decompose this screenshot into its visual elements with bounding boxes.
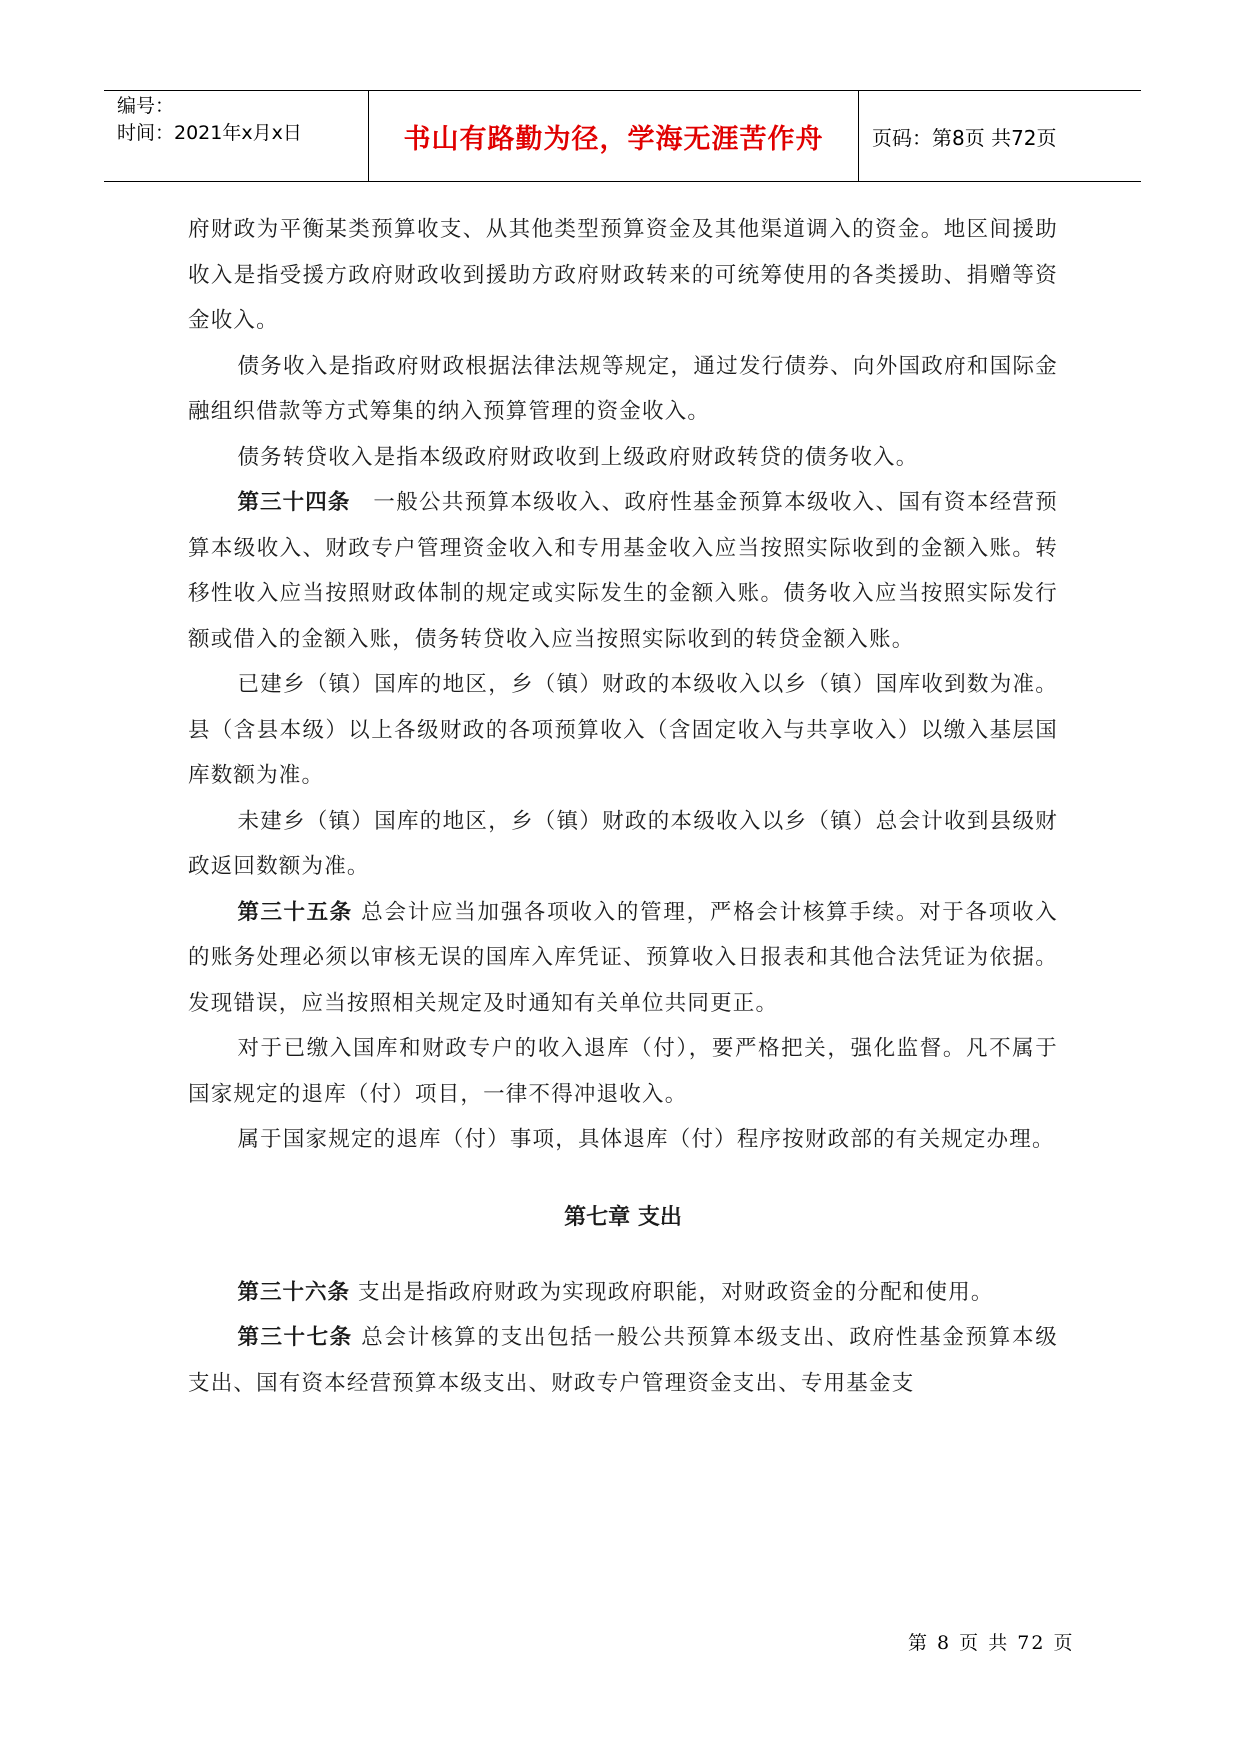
article-number: 第三十五条 — [237, 899, 353, 925]
header-motto: 书山有路勤为径，学海无涯苦作舟 — [403, 123, 824, 155]
paragraph — [188, 1026, 1058, 1117]
paragraph-text: 属于国家规定的退库（付）事项，具体退库（付）程序按财政部的有关规定办理。 — [237, 1127, 1055, 1152]
paragraph — [188, 435, 1058, 481]
document-body — [188, 207, 1058, 1406]
article-number: 第三十六条 — [237, 1279, 350, 1305]
paragraph — [188, 890, 1058, 1027]
paragraph-text: 支出是指政府财政为实现政府职能，对财政资金的分配和使用。 — [349, 1279, 994, 1305]
paragraph — [188, 344, 1058, 435]
document-number-label: 编号： — [117, 95, 175, 117]
page-header — [104, 90, 1141, 182]
header-divider-right — [858, 91, 859, 181]
paragraph-text: 债务转贷收入是指本级政府财政收到上级政府财政转贷的债务收入。 — [237, 444, 919, 470]
paragraph-text: 总会计核算的支出包括一般公共预算本级支出、政府性基金预算本级支出、国有资本经营预算本级支出、财政专户管理资金支出、专用基金支 — [188, 1325, 1058, 1396]
document-time-label: 时间：2021年x月x日 — [117, 122, 302, 144]
paragraph — [188, 662, 1058, 799]
article-number: 第三十四条 — [237, 490, 351, 515]
header-page-code: 页码：第8页 共72页 — [872, 125, 1057, 150]
paragraph — [188, 207, 1058, 344]
paragraph — [188, 1270, 1058, 1316]
paragraph-text: 府财政为平衡某类预算收支、从其他类型预算资金及其他渠道调入的资金。地区间援助收入是指受援方政府财政收到援助方政府财政转来的可统筹使用的各类援助、捐赠等资金收入。 — [188, 217, 1058, 333]
paragraph — [188, 799, 1058, 890]
paragraph-text: 已建乡（镇）国库的地区，乡（镇）财政的本级收入以乡（镇）国库收到数为准。县（含县本级）以上各级财政的各项预算收入（含固定收入与共享收入）以缴入基层国库数额为准。 — [188, 672, 1058, 788]
paragraph — [188, 480, 1058, 662]
paragraph-text: 债务收入是指政府财政根据法律法规等规定，通过发行债券、向外国政府和国际金融组织借款等方式筹集的纳入预算管理的资金收入。 — [188, 353, 1058, 424]
paragraph — [188, 1315, 1058, 1406]
paragraph-text: 对于已缴入国库和财政专户的收入退库（付），要严格把关，强化监督。凡不属于国家规定的退库（付）项目，一律不得冲退收入。 — [188, 1036, 1058, 1107]
paragraph — [188, 1117, 1058, 1163]
paragraph-text: 未建乡（镇）国库的地区，乡（镇）财政的本级收入以乡（镇）总会计收到县级财政返回数额为准。 — [188, 808, 1058, 879]
paragraph-text: 一般公共预算本级收入、政府性基金预算本级收入、国有资本经营预算本级收入、财政专户管理资金收入和专用基金收入应当按照实际收到的金额入账。转移性收入应当按照财政体制的规定或实际发生的金额入账。债务收入应当按照实际发行额或借入的金额入账，债务转贷收入应当按照实际收到的转贷金额入账。 — [188, 490, 1058, 652]
paragraph-text: 总会计应当加强各项收入的管理，严格会计核算手续。对于各项收入的账务处理必须以审核无误的国库入库凭证、预算收入日报表和其他合法凭证为依据。发现错误，应当按照相关规定及时通知有关单位共同更正。 — [188, 899, 1058, 1016]
chapter-title: 第七章 支出 — [564, 1204, 682, 1230]
page-footer: 第 8 页 共 72 页 — [908, 1632, 1075, 1654]
article-number: 第三十七条 — [237, 1325, 353, 1350]
